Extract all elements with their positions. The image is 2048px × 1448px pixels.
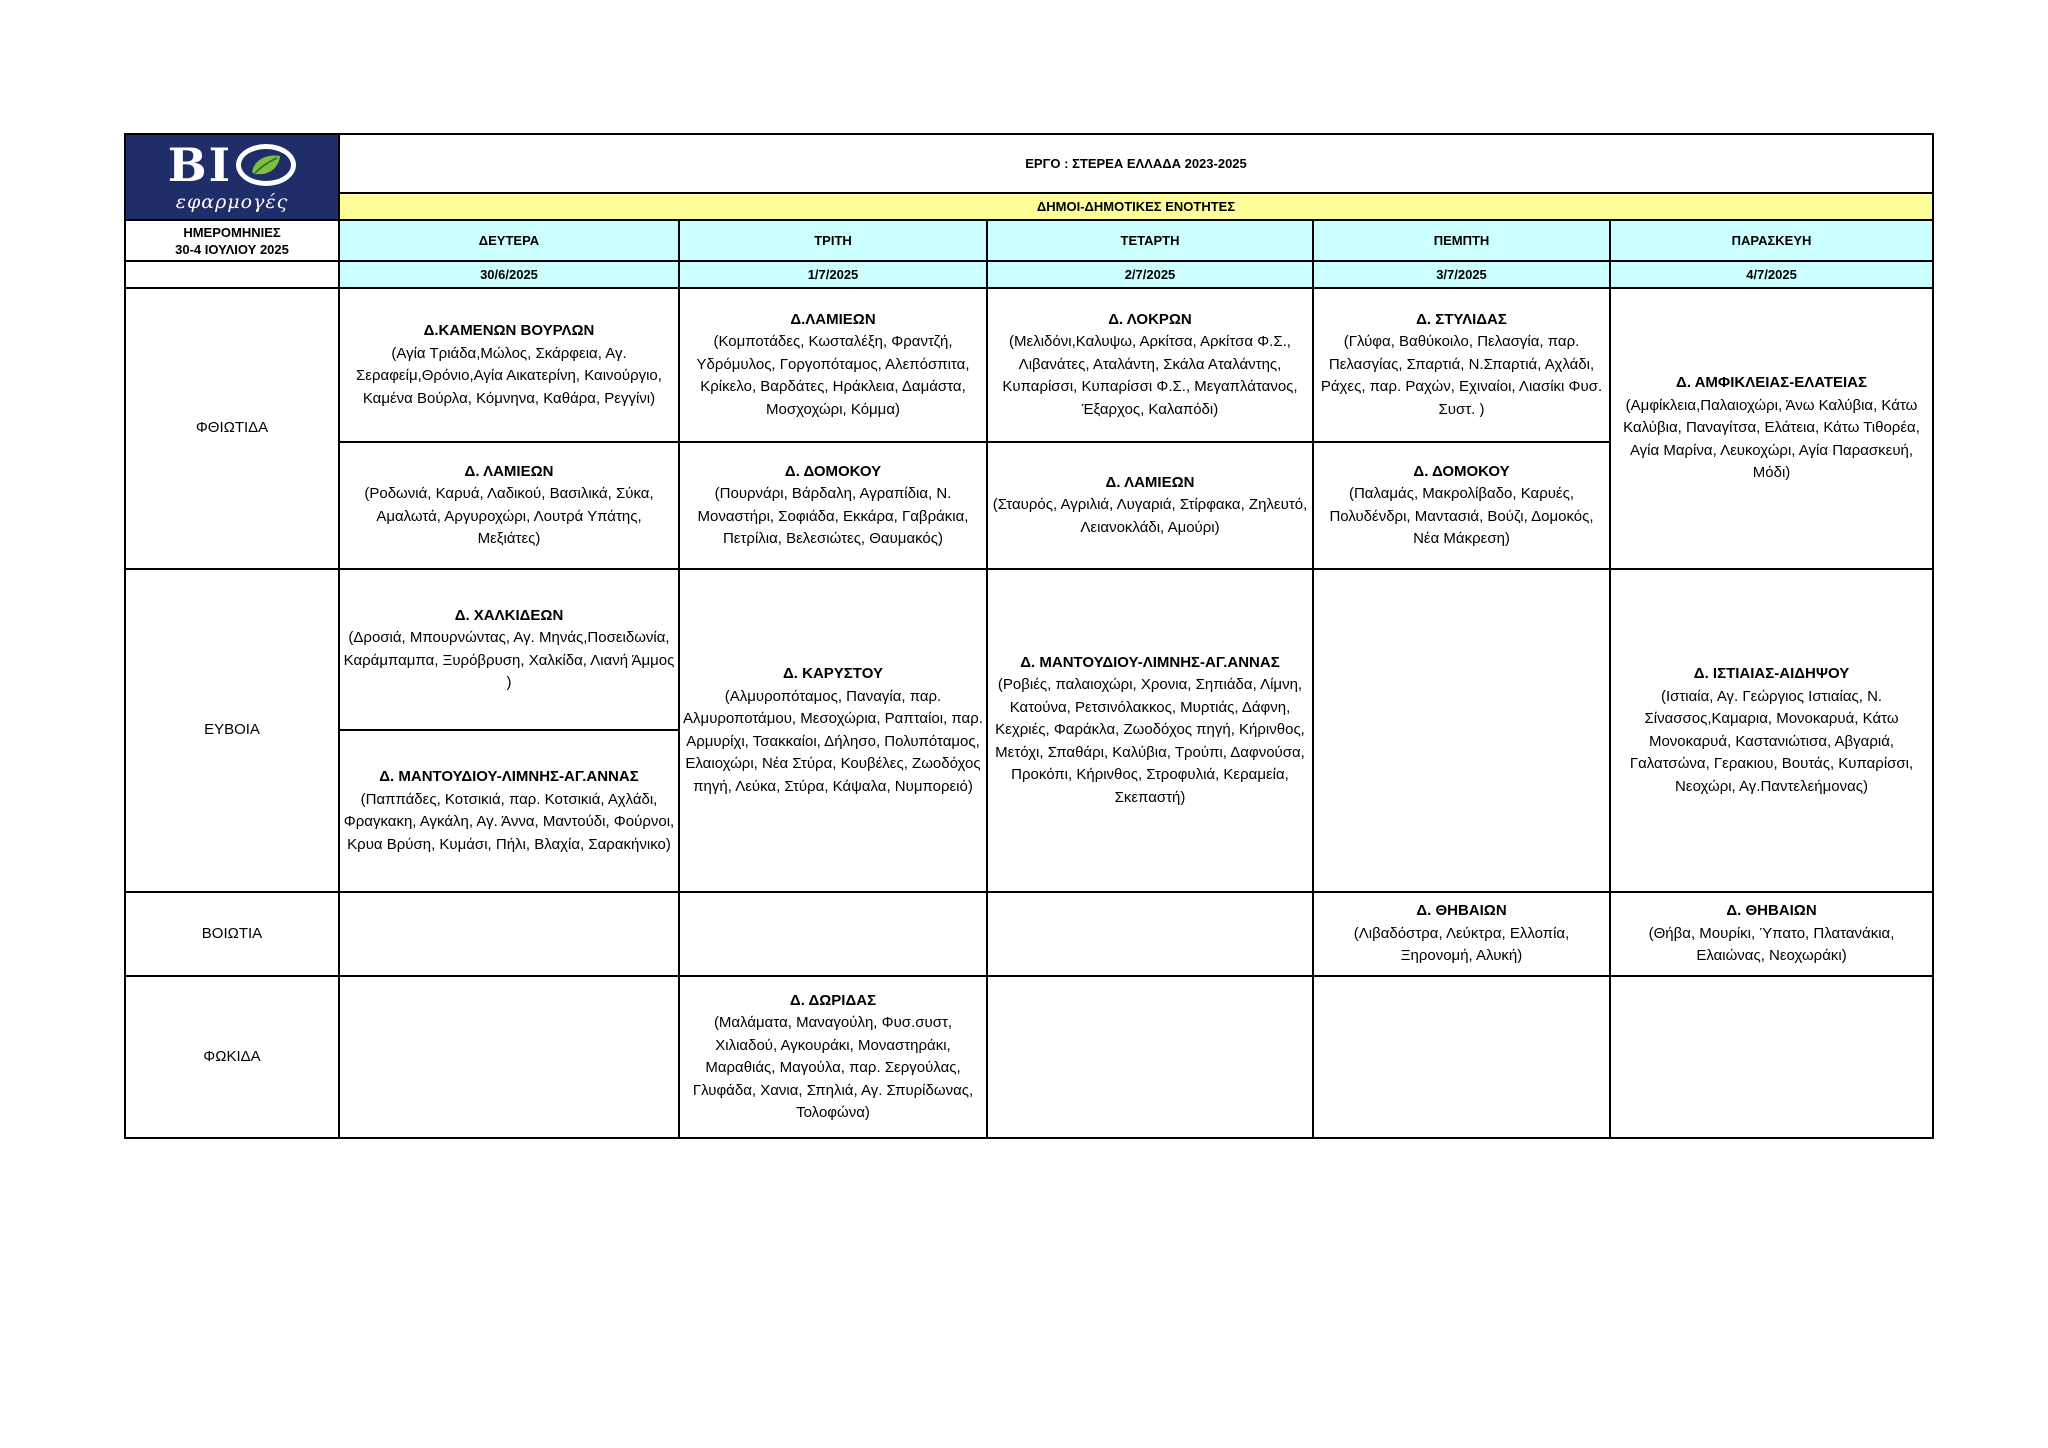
cell-evia-2-mon (339, 730, 679, 892)
logo-cell (125, 134, 339, 220)
places-list: (Δροσιά, Μπουρνώντας, Αγ. Μηνάς,Ποσειδωνία, Καράμπαμπα, Ξυρόβρυση, Χαλκίδα, Λιανή Άμμος ) (343, 629, 675, 691)
cell-fthiotida-2-wed (987, 442, 1313, 569)
cell-fokida-thu (1313, 976, 1610, 1138)
region-fokida: ΦΩΚΙΔΑ (125, 976, 339, 1138)
municipality-name: Δ. ΜΑΝΤΟΥΔΙΟΥ-ΛΙΜΝΗΣ-ΑΓ.ΑΝΝΑΣ (1020, 653, 1280, 671)
cell-fokida-fri (1610, 976, 1933, 1138)
cell-fthiotida-2-thu (1313, 442, 1610, 569)
cell-evia-wed (987, 569, 1313, 892)
municipality-name: Δ. ΜΑΝΤΟΥΔΙΟΥ-ΛΙΜΝΗΣ-ΑΓ.ΑΝΝΑΣ (379, 768, 639, 785)
day-header-thu: ΠΕΜΠΤΗ (1313, 220, 1610, 261)
date-fri: 4/7/2025 (1610, 261, 1933, 288)
cell-voiotia-mon (339, 892, 679, 976)
day-header-mon: ΔΕΥΤΕΡΑ (339, 220, 679, 261)
municipality-name: Δ.ΚΑΜΕΝΩΝ ΒΟΥΡΛΩΝ (423, 322, 595, 339)
cell-fokida-wed (987, 976, 1313, 1138)
dates-label-line2: 30-4 ΙΟΥΛΙΟΥ 2025 (175, 241, 289, 257)
schedule-table (124, 133, 1934, 1139)
places-list: (Παππάδες, Κοτσικιά, παρ. Κοτσικιά, Αχλάδι, Φραγκακη, Αγκάλη, Αγ. Άννα, Μαντούδι, Φούρνοι, Κρυα Βρύση, Κυμάσι, Πήλι, Βλαχία, Σαρακήνικο) (343, 790, 675, 853)
region-evia: ΕΥΒΟΙΑ (125, 569, 339, 892)
municipality-name: Δ. ΚΑΡΥΣΤΟΥ (783, 665, 883, 682)
municipality-name: Δ. ΧΑΛΚΙΔΕΩΝ (454, 606, 564, 624)
cell-voiotia-fri (1610, 892, 1933, 976)
municipality-name: Δ. ΑΜΦΙΚΛΕΙΑΣ-ΕΛΑΤΕΙΑΣ (1676, 374, 1868, 392)
municipality-name: Δ. ΛΟΚΡΩΝ (1108, 310, 1192, 328)
date-thu: 3/7/2025 (1313, 261, 1610, 288)
logo-text: BI (167, 138, 233, 192)
places-list: (Ροδωνιά, Καρυά, Λαδικού, Βασιλικά, Σύκα, Αμαλωτά, Αργυροχώρι, Λουτρά Υπάτης, Μεξιάτες) (364, 485, 654, 547)
cell-fthiotida-1-mon (339, 288, 679, 442)
cell-fthiotida-2-tue (679, 442, 987, 569)
municipality-name: Δ. ΔΟΜΟΚΟΥ (1413, 462, 1510, 480)
cell-evia-1-mon (339, 569, 679, 730)
cell-voiotia-tue (679, 892, 987, 976)
municipality-name: Δ. ΛΑΜΙΕΩΝ (1105, 473, 1195, 491)
cell-evia-fri (1610, 569, 1933, 892)
cell-fokida-mon (339, 976, 679, 1138)
cell-voiotia-wed (987, 892, 1313, 976)
places-list: (Σταυρός, Αγριλιά, Λυγαριά, Στίρφακα, Ζηλευτό, Λειανοκλάδι, Αμούρι) (992, 496, 1308, 536)
places-list: (Λιβαδόστρα, Λεύκτρα, Ελλοπία, Ξηρονομή, Αλυκή) (1353, 924, 1570, 965)
municipality-name: Δ. ΔΩΡΙΔΑΣ (789, 991, 877, 1009)
dates-label-line1: ΗΜΕΡΟΜΗΝΙΕΣ (183, 224, 281, 240)
cell-voiotia-thu (1313, 892, 1610, 976)
cell-fthiotida-fri (1610, 288, 1933, 569)
subtitle-bar: ΔΗΜΟΙ-ΔΗΜΟΤΙΚΕΣ ΕΝΟΤΗΤΕΣ (339, 193, 1933, 220)
municipality-name: Δ. ΙΣΤΙΑΙΑΣ-ΑΙΔΗΨΟΥ (1693, 665, 1850, 682)
municipality-name: Δ. ΘΗΒΑΙΩΝ (1726, 902, 1817, 920)
cell-fokida-tue (679, 976, 987, 1138)
cell-evia-tue (679, 569, 987, 892)
day-header-wed: ΤΕΤΑΡΤΗ (987, 220, 1313, 261)
places-list: (Αμφίκλεια,Παλαιοχώρι, Άνω Καλύβια, Κάτω Καλύβια, Παναγίτσα, Ελάτεια, Κάτω Τιθορέα, Αγία Μαρίνα, Λευκοχώρι, Αγία Παρασκευή, Μόδι) (1623, 396, 1920, 482)
cell-fthiotida-1-wed (987, 288, 1313, 442)
leaf-icon (236, 144, 296, 186)
logo (126, 135, 338, 219)
logo-subtitle: εφαρμογές (175, 191, 289, 213)
day-header-tue: ΤΡΙΤΗ (679, 220, 987, 261)
places-list: (Ροβιές, παλαιοχώρι, Χρονια, Σηπιάδα, Λίμνη, Κατούνα, Ρετσινόλακκος, Μυρτιάς, Δάφνη, Κεχριές, Φαράκλα, Ζωοδόχος πηγή, Κήρινθος, Μετόχι, Σπαθάρι, Καλύβια, Τρούπι, Δαφνούσα, Προκόπι, Κήρινθος, Στροφυλιά, Κεραμεία, Σκεπαστή) (995, 676, 1305, 806)
region-voiotia: ΒΟΙΩΤΙΑ (125, 892, 339, 976)
places-list: (Μαλάματα, Μαναγούλη, Φυσ.συστ, Χιλιαδού, Αγκουράκι, Μοναστηράκι, Μαραθιάς, Μαγούλα, παρ. Σεργούλας, Γλυφάδα, Χανια, Σπηλιά, Αγ. Σπυρίδωνας, Τολοφώνα) (692, 1014, 974, 1121)
date-blank-cell (125, 261, 339, 288)
date-wed: 2/7/2025 (987, 261, 1313, 288)
cell-evia-thu (1313, 569, 1610, 892)
places-list: (Αγία Τριάδα,Μώλος, Σκάρφεια, Αγ. Σεραφείμ,Θρόνιο,Αγία Αικατερίνη, Καινούργιο, Καμένα Βούρλα, Κόμνηνα, Καθάρα, Ρεγγίνι) (356, 344, 662, 407)
day-header-fri: ΠΑΡΑΣΚΕΥΗ (1610, 220, 1933, 261)
cell-fthiotida-1-thu (1313, 288, 1610, 442)
places-list: (Θήβα, Μουρίκι, Ύπατο, Πλατανάκια, Ελαιώνας, Νεοχωράκι) (1648, 924, 1895, 965)
places-list: (Μελιδόνι,Καλυψω, Αρκίτσα, Αρκίτσα Φ.Σ., Λιβανάτες, Αταλάντη, Σκάλα Αταλάντης, Κυπαρίσσι, Κυπαρίσσι Φ.Σ., Μεγαπλάτανος, Έξαρχος, Καλαπόδι) (1002, 333, 1298, 418)
date-mon: 30/6/2025 (339, 261, 679, 288)
cell-fthiotida-1-tue (679, 288, 987, 442)
municipality-name: Δ.ΛΑΜΙΕΩΝ (790, 310, 876, 328)
places-list: (Αλμυροπόταμος, Παναγία, παρ. Αλμυροποτάμου, Μεσοχώρια, Ραπταίοι, παρ. Αρμυρίχι, Τσακκαίοι, Δήλησο, Πολυπόταμος, Ελαιοχώρι, Νέα Στύρα, Κουβέλες, Ζωοδόχος πηγή, Λεύκα, Στύρα, Κάψαλα, Νυμπορειό) (683, 687, 983, 795)
municipality-name: Δ. ΛΑΜΙΕΩΝ (464, 462, 554, 480)
municipality-name: Δ. ΔΟΜΟΚΟΥ (784, 462, 882, 480)
municipality-name: Δ. ΣΤΥΛΙΔΑΣ (1416, 310, 1507, 328)
cell-fthiotida-2-mon (339, 442, 679, 569)
date-tue: 1/7/2025 (679, 261, 987, 288)
region-fthiotida: ΦΘΙΩΤΙΔΑ (125, 288, 339, 569)
project-title: ΕΡΓΟ : ΣΤΕΡΕΑ ΕΛΛΑΔΑ 2023-2025 (339, 134, 1933, 193)
places-list: (Ιστιαία, Αγ. Γεώργιος Ιστιαίας, Ν. Σίνασσος,Καμαρια, Μονοκαρυά, Κάτω Μονοκαρυά, Καστανιώτισα, Αβγαριά, Γαλατσώνα, Γερακιου, Βουτάς, Κυπαρίσσι, Νεοχώρι, Αγ.Παντελεήμονας) (1629, 687, 1914, 795)
municipality-name: Δ. ΘΗΒΑΙΩΝ (1416, 902, 1507, 920)
dates-label (125, 220, 339, 261)
places-list: (Γλύφα, Βαθύκοιλο, Πελασγία, παρ. Πελασγίας, Σπαρτιά, Ν.Σπαρτιά, Αχλάδι, Ράχες, παρ. Ραχών, Εχιναίοι, Λιασίκι Φυσ. Συστ. ) (1320, 333, 1603, 418)
places-list: (Κομποτάδες, Κωσταλέξη, Φραντζή, Υδρόμυλος, Γοργοπόταμος, Αλεπόσπιτα, Κρίκελο, Βαρδάτες, Ηράκλεια, Δαμάστα, Μοσχοχώρι, Κόμμα) (696, 333, 970, 418)
places-list: (Παλαμάς, Μακρολίβαδο, Καρυές, Πολυδένδρι, Μαντασιά, Βούζι, Δομοκός, Νέα Μάκρεση) (1329, 485, 1594, 547)
places-list: (Πουρνάρι, Βάρδαλη, Αγραπίδια, Ν. Μοναστήρι, Σοφιάδα, Εκκάρα, Γαβράκια, Πετρίλια, Βελεσιώτες, Θαυμακός) (697, 485, 969, 547)
